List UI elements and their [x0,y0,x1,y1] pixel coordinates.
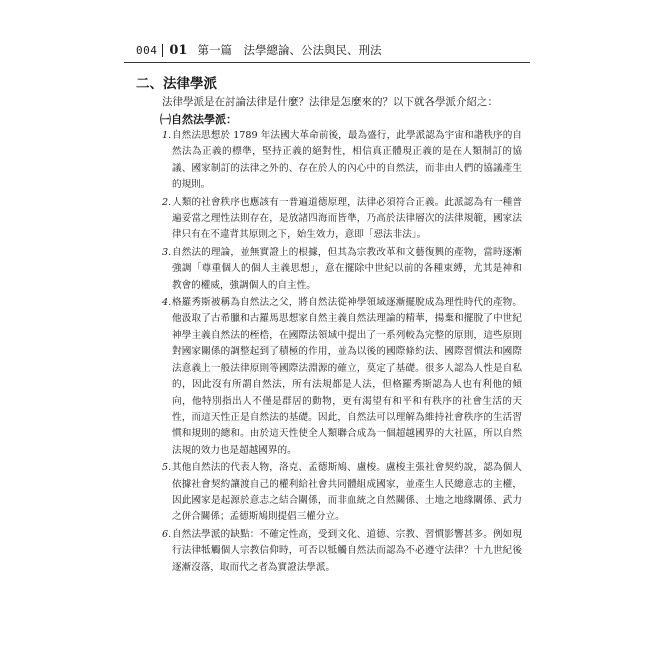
page-number: 004 [136,43,158,57]
item-list [162,128,522,577]
list-item [162,128,522,194]
subsection-title: ㈠自然法學派： [160,113,237,126]
list-item [162,245,522,294]
item-text: 格羅秀斯被稱為自然法之父，將自然法從神學領域逐漸擺脫成為理性時代的產物。他汲取了古希臘和古羅馬思想家自然主義自然法理論的精華，揚棄和擺脫了中世紀神學主義自然法的桎梏，在國際法領域中提出了一系列較為完整的原則，這些原則對國家關係的調整起到了積極的作用，並為以後的國際條約法、國際習慣法和國際法意義上一般法律原則等國際法淵源的確立，莫定了基礎。很多人認為人性是自私的，因此沒有所謂自然法，所有法規都是人法，但格羅秀斯認為人也有利他的傾向，他特別指出人不僅是群居的動物，更有渴望有和平和有秩序的社會生活的天性，而這天性正是自然法的基礎。因此，自然法可以理解為維持社會秩序的生活習慣和規則的總和。由於這天性使全人類聯合成為一個超越國界的大社區，所以自然法規的效力也是超越國界的。 [172,297,522,456]
list-item [162,527,522,576]
item-text: 自然法的理論，並無實證上的根據，但其為宗教改革和文藝復興的產物，當時逐漸強調「尊重個人的個人主義思想」，意在擺除中世紀以前的各種束縛，尤其是神和教會的權威，強調個人的自主性。 [172,246,522,291]
item-number: 1. [162,130,172,141]
chapter-number: 01 [169,42,188,58]
item-number: 5. [162,462,172,474]
part-title: 第一篇 法學總論、公法與民、刑法 [197,43,382,57]
item-text: 自然法學派的缺點：不確定性高，受到文化、道德、宗教、習慣影響甚多。例如現行法律牴觸個人宗教信仰時，可否以牴觸自然法而認為不必遵守法律？十九世紀後逐漸沒落，取而代之者為實證法學派。 [172,528,522,573]
item-number: 6. [162,528,172,540]
item-number: 2. [162,196,172,208]
list-item [162,460,522,526]
item-text: 人類的社會秩序也應該有一普遍道德原理，法律必須符合正義。此派認為有一種普遍妥當之理性法則存在，是放諸四海而皆準，乃高於法律層次的法律規範，國家法律只有在不違背其原則之下，始生效力，意即「惡法非法」。 [172,196,522,241]
list-item [162,195,522,244]
item-text: 其他自然法的代表人物，洛克、孟德斯鳩、盧梭。盧梭主張社會契約說，認為個人依據社會契約讓渡自己的權利給社會共同體組成國家，並產生人民總意志的主權，因此國家是起源於意志之結合關係，而非血統之自然關係、土地之地緣關係、武力之併合關係；孟德斯鳩則提倡三權分立。 [172,462,522,523]
section-intro: 法律學派是在討論法律是什麼？法律是怎麼來的？以下就各學派介紹之： [162,96,498,108]
page-header [136,40,516,60]
section-title: 二、法律學派 [136,76,217,92]
item-number: 4. [162,297,172,309]
header-divider [162,44,163,57]
item-text: 自然法思想於 1789 年法國大革命前後，最為盛行，此學派認為宇宙和諧秩序的自然法為正義的標準，堅持正義的絕對性，相信真正體現正義的是在人類制訂的協議、國家制訂的法律之外的、存在於人的內心中的自然法，而非由人們的協議產生的規則。 [172,130,522,191]
header-rule [124,62,530,63]
item-number: 3. [162,246,172,258]
list-item [162,295,522,459]
